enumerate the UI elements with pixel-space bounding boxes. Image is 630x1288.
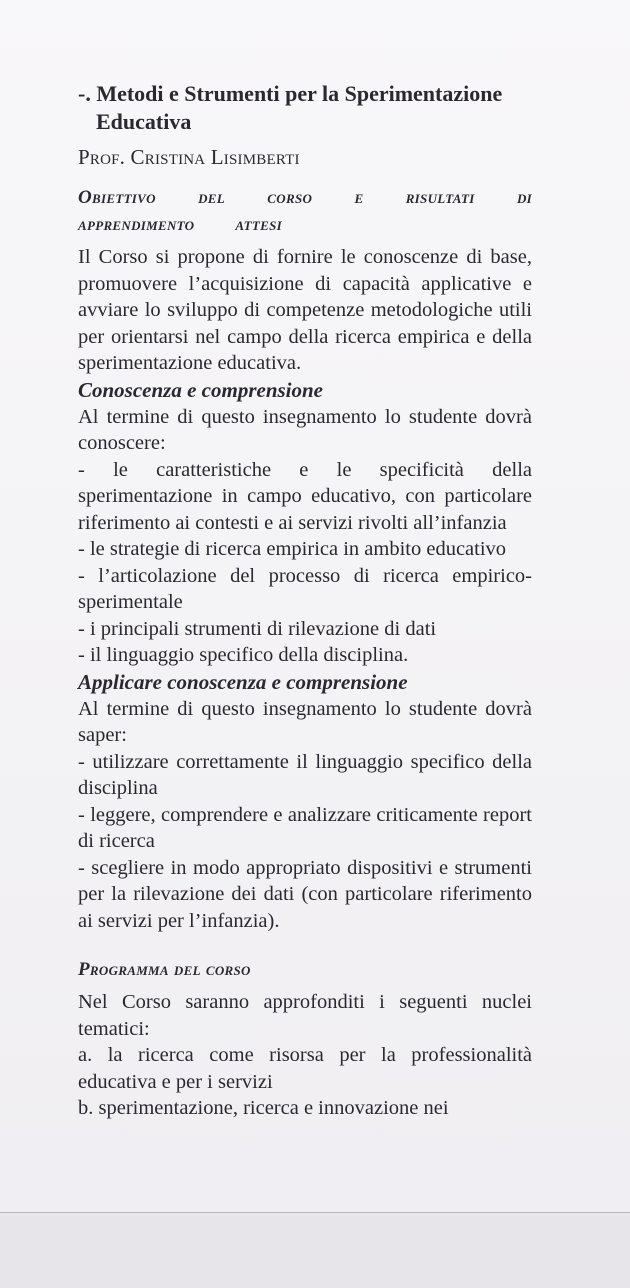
knowledge-heading: Conoscenza e comprensione — [78, 377, 324, 402]
program-item: b. sperimentazione, ricerca e innovazione nei — [78, 1097, 449, 1119]
knowledge-item: - le strategie di ricerca empirica in ambito educativo — [78, 538, 507, 560]
knowledge-intro: Al termine di questo insegnamento lo studente dovrà conoscere: — [78, 405, 532, 454]
program-item: a. la ricerca come risorsa per la professionalità educativa e per i servizi — [78, 1044, 532, 1093]
knowledge-item: - il linguaggio specifico della disciplina. — [78, 644, 409, 666]
applying-intro: Al termine di questo insegnamento lo studente dovrà saper: — [78, 697, 532, 746]
knowledge-item: - le caratteristiche e le specificità della sperimentazione in campo educativo, con particolare riferimento ai contesti e ai servizi rivolti all’infanzia — [78, 458, 532, 534]
applying-item: - utilizzare correttamente il linguaggio specifico della disciplina — [78, 750, 532, 799]
document-content — [78, 80, 532, 1122]
applying-heading: Applicare conoscenza e comprensione — [78, 669, 408, 694]
program-heading: Programma del corso — [78, 959, 251, 980]
background-surface — [0, 1213, 630, 1288]
applying-item: - leggere, comprendere e analizzare criticamente report di ricerca — [78, 803, 532, 852]
professor-name: Prof. Cristina Lisimberti — [78, 145, 300, 169]
knowledge-item: - i principali strumenti di rilevazione di dati — [78, 617, 437, 640]
objectives-intro: Il Corso si propone di fornire le conoscenze di base, promuovere l’acquisizione di capacità applicative e avviare lo sviluppo di competenze metodologiche utili per orientarsi nel campo della ricerca empirica e della sperimentazione educativa. — [78, 246, 532, 374]
knowledge-item: - l’articolazione del processo di ricerca empirico-sperimentale — [78, 564, 532, 613]
course-title: -. Metodi e Strumenti per la Sperimentazione Educativa — [78, 81, 503, 134]
applying-item: - scegliere in modo appropriato dispositivi e strumenti per la rilevazione dei dati (con particolare riferimento ai servizi per l’infanzia). — [78, 856, 532, 932]
objectives-heading: Obiettivo del corso e risultati di apprendimento attesi — [78, 187, 532, 235]
program-intro: Nel Corso saranno approfonditi i seguenti nuclei tematici: — [78, 991, 532, 1040]
